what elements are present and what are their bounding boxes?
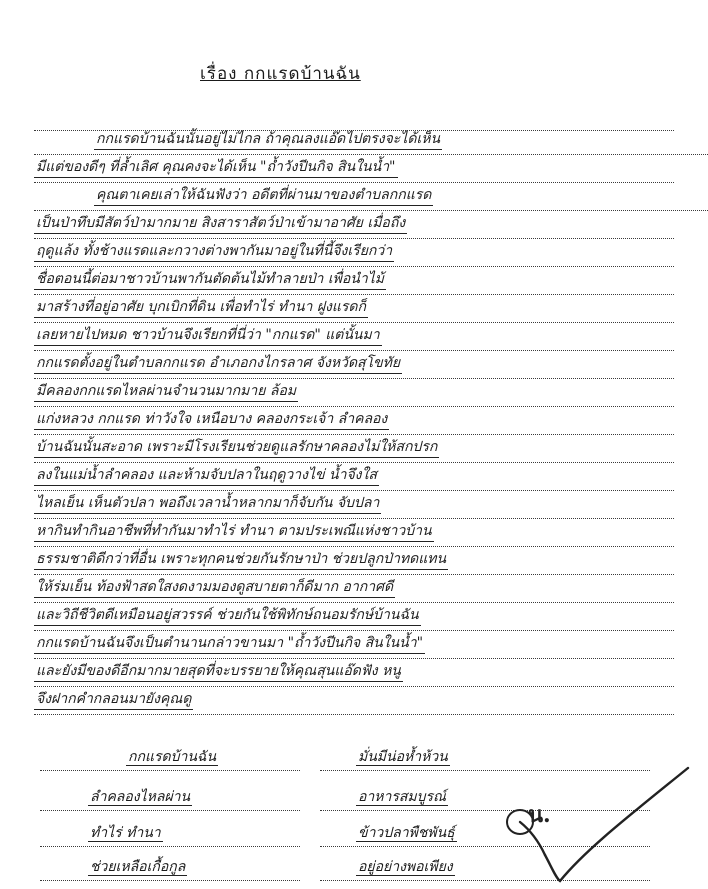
essay-line: ธรรมชาติดีกว่าที่อื่น เพราะทุกคนช่วยกันรักษาป่า ช่วยปลูกป่าทดแทน <box>34 548 674 575</box>
poem-line-left: ช่วยเหลือเกื้อกูล <box>40 856 300 881</box>
essay-line: คุณตาเคยเล่าให้ฉันฟังว่า อดีตที่ผ่านมาของตำบลกกแรด <box>34 184 708 211</box>
essay-line: ชื่อตอนนี้ต่อมาชาวบ้านพากันตัดต้นไม้ทำลายป่า เพื่อนำไม้ <box>34 268 674 295</box>
essay-line: และวิถีชีวิตดีเหมือนอยู่สวรรค์ ช่วยกันใช้พิทักษ์ถนอมรักษ์บ้านฉัน <box>34 604 674 631</box>
essay-line: ลงในแม่น้ำลำคลอง และห้ามจับปลาในฤดูวางไข่ น้ำจึงใส <box>34 464 674 491</box>
poem-line-right: อาหารสมบูรณ์ <box>320 786 650 811</box>
poem-line-right: อยู่อย่างพอเพียง <box>320 856 650 881</box>
essay-line: มีแต่ของดีๆ ที่ล้ำเลิศ คุณคงจะได้เห็น "ถ้ำวังปีนกิจ สินในน้ำ" <box>34 156 674 183</box>
essay-line: บ้านฉันนั้นสะอาด เพราะมีโรงเรียนช่วยดูแลรักษาคลองไม่ให้สกปรก <box>34 436 674 463</box>
grader-checkmark-icon <box>490 760 700 885</box>
essay-line: และยังมีของดีอีกมากมายสุดที่จะบรรยายให้คุณสุนแอ๊ดฟัง หนู <box>34 660 674 687</box>
poem-line-left: กกแรดบ้านฉัน <box>40 746 300 771</box>
essay-line: ไหลเย็น เห็นตัวปลา พอถึงเวลาน้ำหลากมาก็จับกัน จับปลา <box>34 492 674 519</box>
essay-line: มาสร้างที่อยู่อาศัย บุกเบิกที่ดิน เพื่อทำไร่ ทำนา ฝูงแรดก็ <box>34 296 674 323</box>
essay-line: กกแรดตั้งอยู่ในตำบลกกแรด อำเภอกงไกรลาศ จังหวัดสุโขทัย <box>34 352 674 379</box>
poem-line-left: ลำคลองไหลผ่าน <box>40 786 300 811</box>
grader-initial: น. <box>528 802 551 828</box>
essay-line: เป็นป่าทึบมีสัตว์ป่ามากมาย สิงสาราสัตว์ป่าเข้ามาอาศัย เมื่อถึง <box>34 212 674 239</box>
poem-line-right: มั่นมีน่อห้ำห้วน <box>320 746 650 771</box>
essay-line: กกแรดบ้านฉันจึงเป็นตำนานกล่าวขานมา "ถ้ำวังปีนกิจ สินในน้ำ" <box>34 632 674 659</box>
poem-line-right: ข้าวปลาพืชพันธุ์ <box>320 822 650 847</box>
essay-title <box>200 60 500 87</box>
essay-line: แก่งหลวง กกแรด ท่าวังใจ เหนือบาง คลองกระเจ้า ลำคลอง <box>34 408 674 435</box>
essay-line <box>34 104 674 131</box>
poem-line-left: ทำไร่ ทำนา <box>40 822 300 847</box>
essay-line: จึงฝากคำกลอนมายังคุณดู <box>34 688 674 715</box>
essay-line: ให้ร่มเย็น ท้องฟ้าสดใสงดงามมองดูสบายตาก็ดีมาก อากาศดี <box>34 576 674 603</box>
essay-line: เลยหายไปหมด ชาวบ้านจึงเรียกที่นี่ว่า "กกแรด" แต่นั้นมา <box>34 324 674 351</box>
essay-line: หากินทำกินอาชีพที่ทำกันมาทำไร่ ทำนา ตามประเพณีแห่งชาวบ้าน <box>34 520 674 547</box>
essay-line: กกแรดบ้านฉันนั้นอยู่ไม่ไกล ถ้าคุณลงแอ๊ดไปตรงจะได้เห็น <box>34 128 708 155</box>
essay-line: มีคลองกกแรดไหลผ่านจำนวนมากมาย ล้อม <box>34 380 674 407</box>
essay-line: ฤดูแล้ง ทั้งช้างแรดและกวางต่างพากันมาอยู่ในที่นี้จึงเรียกว่า <box>34 240 674 267</box>
essay-title-text: เรื่อง กกแรดบ้านฉัน <box>200 64 361 84</box>
